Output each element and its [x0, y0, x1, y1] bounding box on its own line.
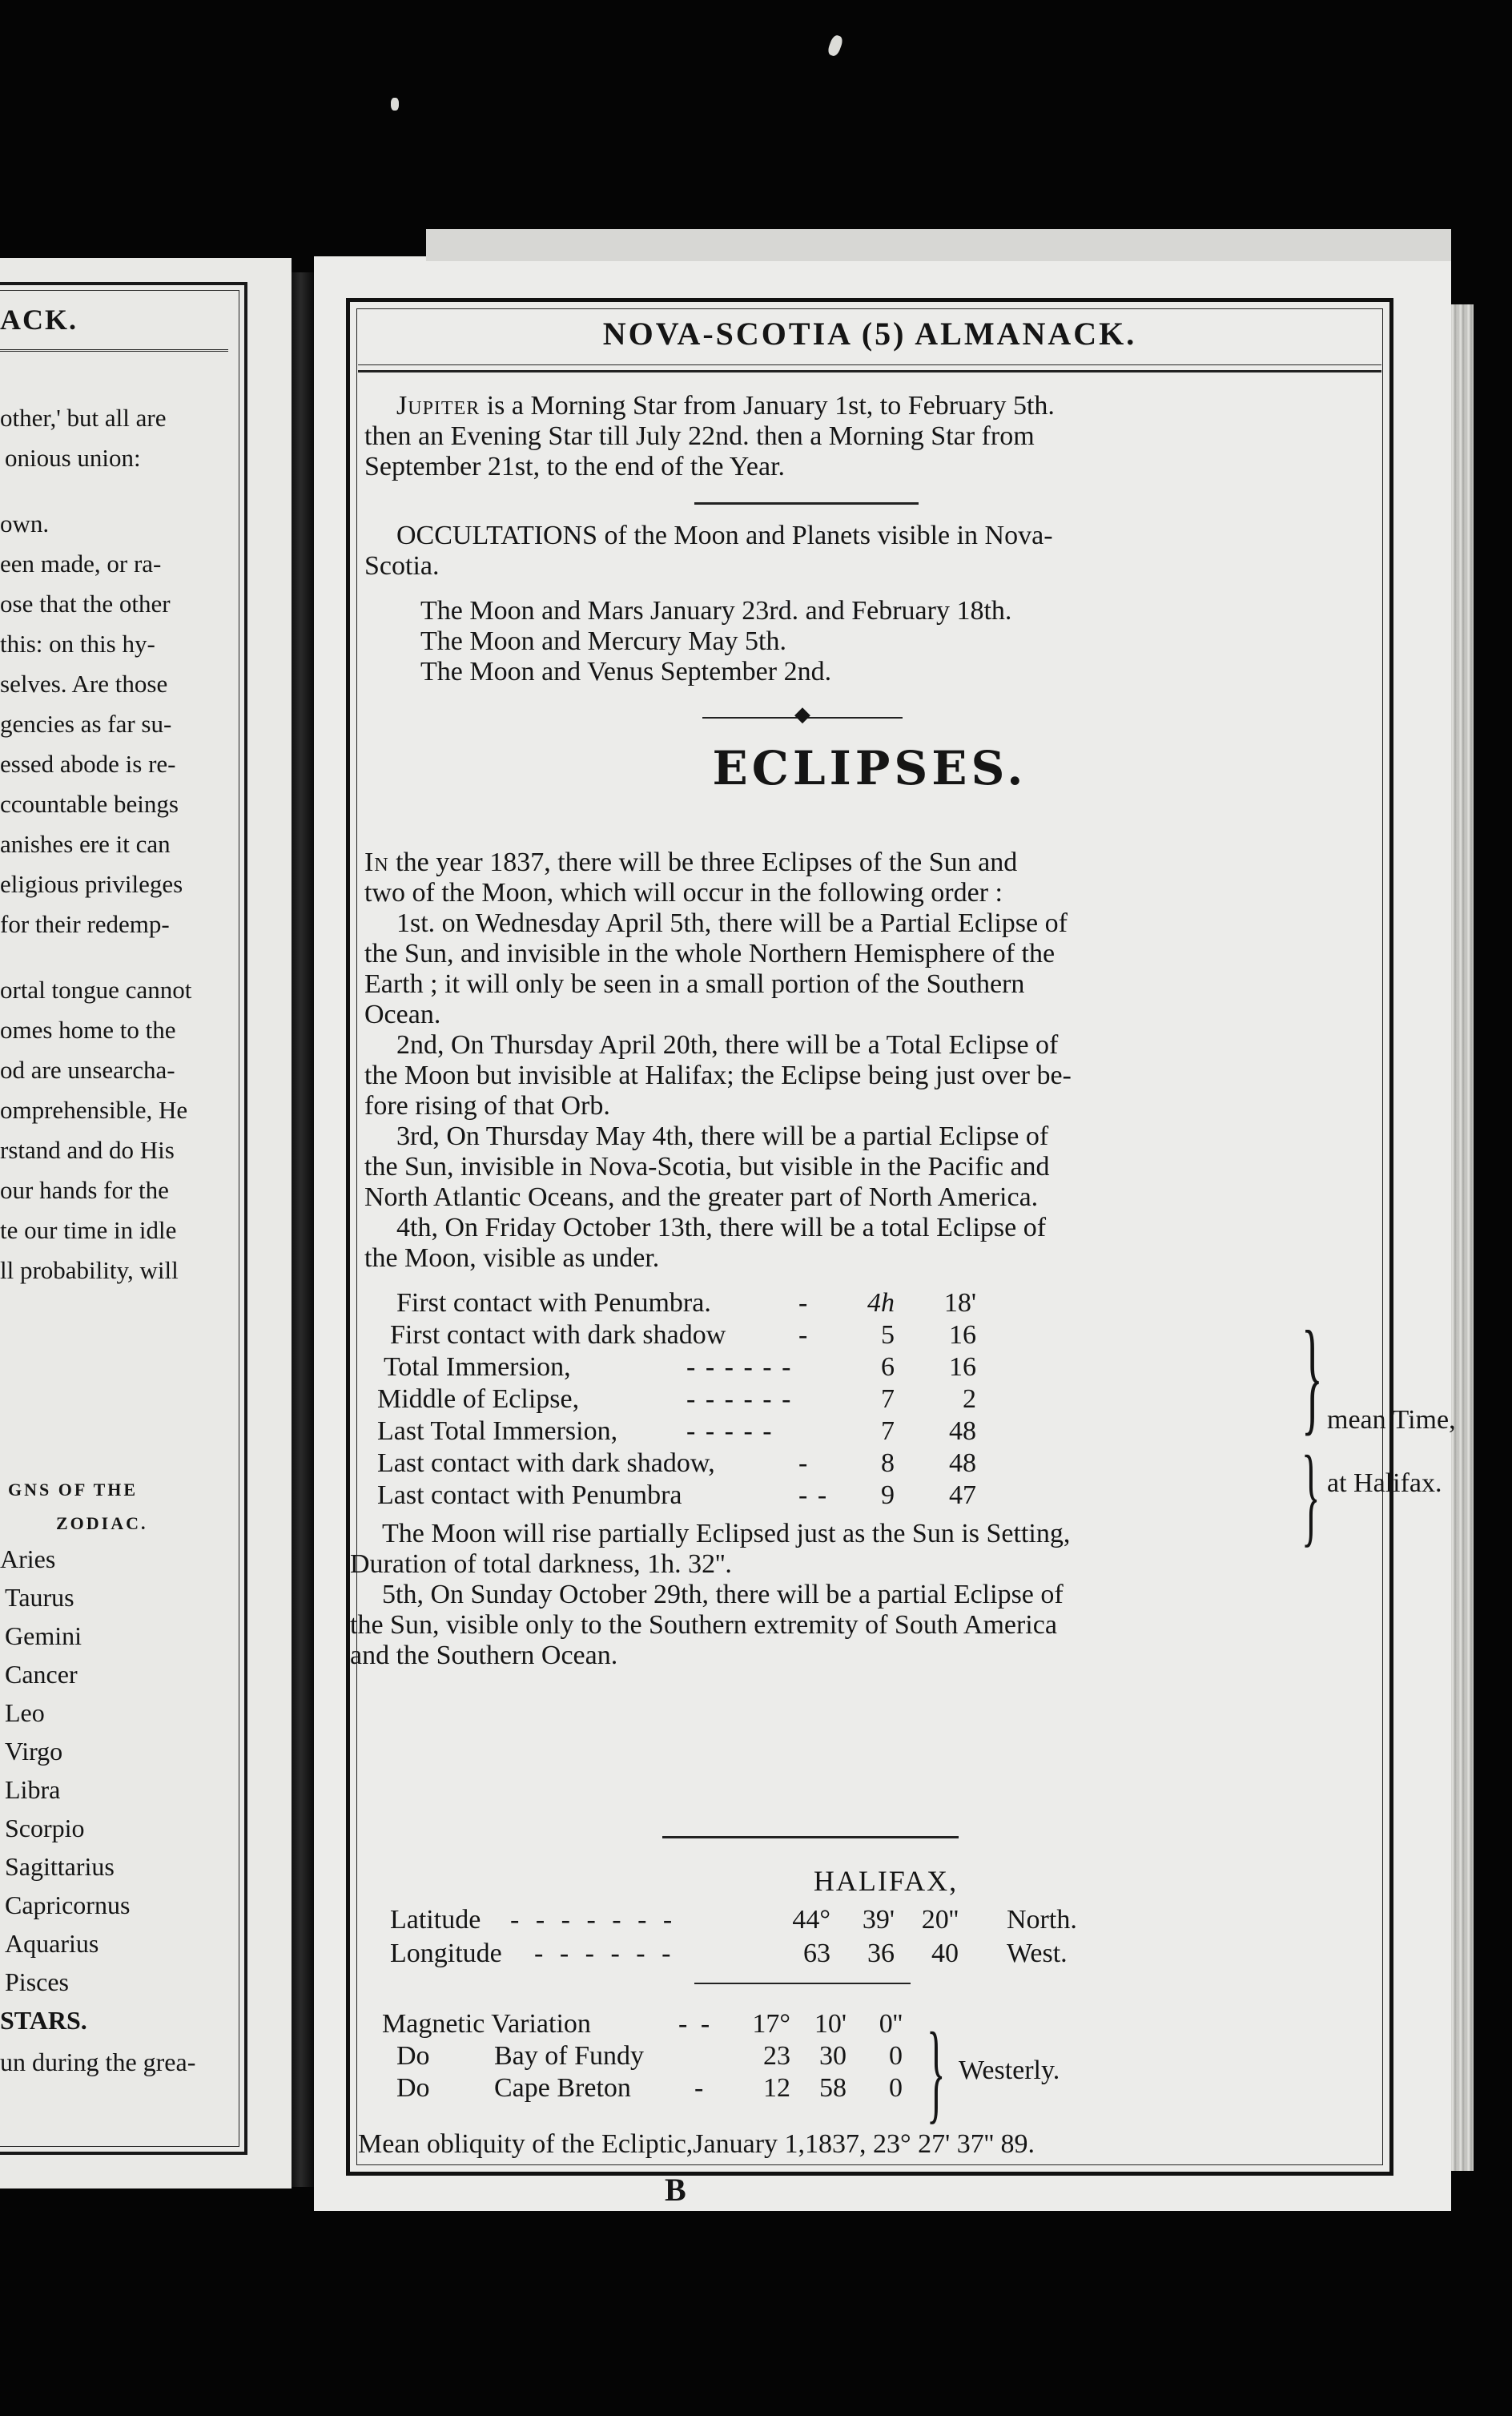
contact-hour: 5: [881, 1320, 895, 1350]
contact-label: Last contact with dark shadow,: [377, 1448, 715, 1478]
occultation-item: The Moon and Mars January 23rd. and February 18th.: [420, 596, 1012, 626]
jupiter-line-3: September 21st, to the end of the Year.: [364, 452, 786, 481]
contact-hour: 4h: [867, 1288, 895, 1318]
contacts-note-halifax: at Halifax.: [1327, 1468, 1442, 1498]
occultation-item: The Moon and Mercury May 5th.: [420, 626, 787, 656]
zodiac-sign: Sagittarius: [5, 1852, 115, 1881]
right-page: [314, 256, 1456, 2211]
left-text-line: ccountable beings: [0, 790, 179, 818]
left-text-line: eligious privileges: [0, 870, 183, 898]
magnetic-note: Westerly.: [959, 2056, 1060, 2085]
eclipse-text-line: 1st. on Wednesday April 5th, there will be a Partial Eclipse of: [396, 908, 1068, 938]
contact-label: Total Immersion,: [384, 1352, 571, 1382]
zodiac-sign: Aries: [0, 1544, 56, 1573]
contact-minute: 18': [943, 1288, 976, 1318]
magnetic-minutes: 30: [819, 2041, 846, 2071]
magnetic-dash: -: [694, 2073, 707, 2103]
contact-dash: - - - - -: [686, 1416, 774, 1446]
left-text-line: rstand and do His: [0, 1136, 175, 1164]
halifax-dash: - - - - - - -: [510, 1905, 678, 1935]
left-text-line: anishes ere it can: [0, 830, 171, 858]
contact-hour: 7: [881, 1416, 895, 1446]
eclipse-after-line: Duration of total darkness, 1h. 32''.: [350, 1549, 732, 1579]
contact-hour: 6: [881, 1352, 895, 1382]
halifax-dash: - - - - - -: [534, 1939, 676, 1968]
contact-dash: - -: [798, 1480, 829, 1510]
magnetic-brace-icon: }: [927, 2010, 946, 2134]
left-text-line: od are unsearcha-: [0, 1056, 175, 1084]
left-text-line: our hands for the: [0, 1176, 169, 1204]
magnetic-minutes: 10': [814, 2009, 846, 2039]
contact-minute: 48: [949, 1448, 976, 1478]
magnetic-seconds: 0: [889, 2041, 903, 2071]
magnetic-seconds: 0: [889, 2073, 903, 2103]
contact-dash: - - - - - -: [686, 1384, 793, 1414]
left-text-line: te our time in idle: [0, 1216, 177, 1244]
halifax-seconds: 40: [931, 1939, 959, 1968]
eclipse-text-line: the Sun, invisible in Nova-Scotia, but visible in the Pacific and: [364, 1152, 1050, 1182]
halifax-direction: West.: [1007, 1939, 1068, 1968]
eclipses-title: ECLIPSES.: [712, 741, 1027, 795]
zodiac-heading-1: GNS OF THE: [8, 1480, 139, 1500]
zodiac-sign: Scorpio: [5, 1814, 85, 1842]
halifax-direction: North.: [1007, 1905, 1077, 1935]
left-text-line: this: on this hy-: [0, 630, 155, 658]
left-text-line: ose that the other: [0, 590, 171, 618]
magnetic-minutes: 58: [819, 2073, 846, 2103]
halifax-title: HALIFAX,: [813, 1865, 959, 1897]
book-spine: [292, 272, 314, 2187]
contact-label: Last contact with Penumbra: [377, 1480, 682, 1510]
halifax-minutes: 39': [862, 1905, 895, 1935]
stars-heading: STARS.: [0, 2006, 87, 2035]
contact-dash: - - - - - -: [686, 1352, 793, 1382]
contact-label: First contact with dark shadow: [390, 1320, 726, 1350]
halifax-degrees: 44°: [792, 1905, 830, 1935]
eclipse-text-line: 4th, On Friday October 13th, there will be a total Eclipse of: [396, 1213, 1047, 1242]
contacts-brace-icon: }: [1301, 1304, 1323, 1447]
magnetic-rule: [694, 1983, 911, 1984]
jupiter-line-1: Jupiter is a Morning Star from January 1st, to February 5th.: [396, 391, 1055, 421]
left-text-line: own.: [0, 509, 50, 538]
dust-speck: [391, 98, 399, 111]
contact-minute: 2: [963, 1384, 976, 1414]
ornament-icon: ◆: [794, 703, 810, 726]
magnetic-place: Cape Breton: [494, 2073, 631, 2103]
zodiac-sign: Taurus: [5, 1583, 74, 1612]
magnetic-label: Do: [396, 2041, 430, 2071]
contact-dash: -: [798, 1320, 810, 1350]
left-text-line: onious union:: [5, 444, 141, 472]
contact-label: First contact with Penumbra.: [396, 1288, 711, 1318]
magnetic-degrees: 17°: [752, 2009, 790, 2039]
eclipse-text-line: North Atlantic Oceans, and the greater part of North America.: [364, 1182, 1039, 1212]
contact-minute: 16: [949, 1352, 976, 1382]
left-text-line: selves. Are those: [0, 670, 168, 698]
occultations-line-1: OCCULTATIONS of the Moon and Planets visible in Nova-: [396, 521, 1053, 550]
contact-hour: 9: [881, 1480, 895, 1510]
occultations-line-2: Scotia.: [364, 551, 440, 581]
zodiac-sign: Gemini: [5, 1621, 82, 1650]
zodiac-sign: Cancer: [5, 1660, 78, 1689]
contact-minute: 48: [949, 1416, 976, 1446]
left-text-line: gencies as far su-: [0, 710, 172, 738]
eclipse-text-line: the Sun, and invisible in the whole Northern Hemisphere of the: [364, 939, 1056, 968]
header-rule: [358, 364, 1381, 372]
jupiter-line-2: then an Evening Star till July 22nd. then a Morning Star from: [364, 421, 1035, 451]
magnetic-degrees: 12: [763, 2073, 790, 2103]
contacts-note-mean-time: mean Time,: [1327, 1405, 1456, 1435]
zodiac-sign: Aquarius: [5, 1929, 99, 1958]
page-header: NOVA-SCOTIA (5) ALMANACK.: [602, 316, 1137, 352]
halifax-degrees: 63: [803, 1939, 830, 1968]
eclipse-lead-word: In: [364, 848, 389, 877]
eclipse-text-line: the Moon, visible as under.: [364, 1243, 660, 1273]
contact-minute: 47: [949, 1480, 976, 1510]
magnetic-degrees: 23: [763, 2041, 790, 2071]
contact-label: Middle of Eclipse,: [377, 1384, 580, 1414]
zodiac-sign: Capricornus: [5, 1891, 131, 1919]
halifax-label: Longitude: [390, 1939, 502, 1968]
magnetic-label: Do: [396, 2073, 430, 2103]
page-frame: [346, 298, 1456, 2176]
eclipse-after-line: The Moon will rise partially Eclipsed just as the Sun is Setting,: [382, 1519, 1071, 1548]
left-text-line: for their redemp-: [0, 910, 170, 938]
eclipse-after-line: 5th, On Sunday October 29th, there will be a partial Eclipse of: [382, 1580, 1064, 1609]
left-text-line: other,' but all are: [0, 404, 167, 432]
eclipse-text-line: 2nd, On Thursday April 20th, there will be a Total Eclipse of: [396, 1030, 1059, 1060]
eclipse-text-line: 3rd, On Thursday May 4th, there will be a partial Eclipse of: [396, 1121, 1049, 1151]
zodiac-sign: Leo: [5, 1698, 45, 1727]
left-text-line: ortal tongue cannot: [0, 976, 192, 1004]
left-text-line: een made, or ra-: [0, 550, 162, 578]
left-text-line: essed abode is re-: [0, 750, 176, 778]
stars-line: un during the grea-: [0, 2048, 196, 2076]
left-text-line: omes home to the: [0, 1016, 176, 1044]
zodiac-heading-2: ZODIAC.: [56, 1513, 148, 1533]
eclipse-after-line: the Sun, visible only to the Southern extremity of South America: [350, 1610, 1057, 1640]
left-text-line: ll probability, will: [0, 1256, 179, 1284]
contact-hour: 8: [881, 1448, 895, 1478]
eclipse-text-line: Ocean.: [364, 1000, 441, 1029]
contact-hour: 7: [881, 1384, 895, 1414]
left-text-line: omprehensible, He: [0, 1096, 188, 1124]
contact-dash: -: [798, 1288, 810, 1318]
halifax-label: Latitude: [390, 1905, 481, 1935]
contact-label: Last Total Immersion,: [377, 1416, 618, 1446]
eclipse-text-line: two of the Moon, which will occur in the following order :: [364, 878, 1003, 908]
occultation-item: The Moon and Venus September 2nd.: [420, 657, 832, 687]
obliquity-line: Mean obliquity of the Ecliptic,January 1,1837, 23° 27' 37'' 89.: [358, 2129, 1035, 2159]
eclipse-line-rest: the year 1837, there will be three Eclipses of the Sun and: [388, 848, 1018, 877]
contact-dash: -: [798, 1448, 810, 1478]
magnetic-place: Bay of Fundy: [494, 2041, 644, 2071]
section-rule: [694, 502, 919, 505]
magnetic-seconds: 0'': [879, 2009, 903, 2039]
zodiac-sign: Virgo: [5, 1737, 63, 1766]
left-page: [0, 258, 292, 2188]
left-page-header: ACK.: [0, 303, 228, 352]
magnetic-dash: - -: [678, 2009, 714, 2039]
eclipse-text-line: fore rising of that Orb.: [364, 1091, 610, 1121]
eclipse-text-line: the Moon but invisible at Halifax; the Eclipse being just over be-: [364, 1061, 1072, 1090]
halifax-seconds: 20'': [921, 1905, 959, 1935]
magnetic-label: Magnetic Variation: [382, 2009, 591, 2039]
halifax-minutes: 36: [867, 1939, 895, 1968]
eclipse-text-line: [364, 847, 1017, 879]
zodiac-sign: Libra: [5, 1775, 61, 1804]
signature-mark: B: [665, 2172, 686, 2208]
eclipse-after-line: and the Southern Ocean.: [350, 1641, 618, 1670]
zodiac-sign: Pisces: [5, 1967, 69, 1996]
contacts-brace-icon-lower: }: [1301, 1433, 1321, 1557]
halifax-rule: [662, 1836, 959, 1838]
dust-speck: [826, 34, 844, 57]
contact-minute: 16: [949, 1320, 976, 1350]
eclipse-text-line: Earth ; it will only be seen in a small portion of the Southern: [364, 969, 1025, 999]
